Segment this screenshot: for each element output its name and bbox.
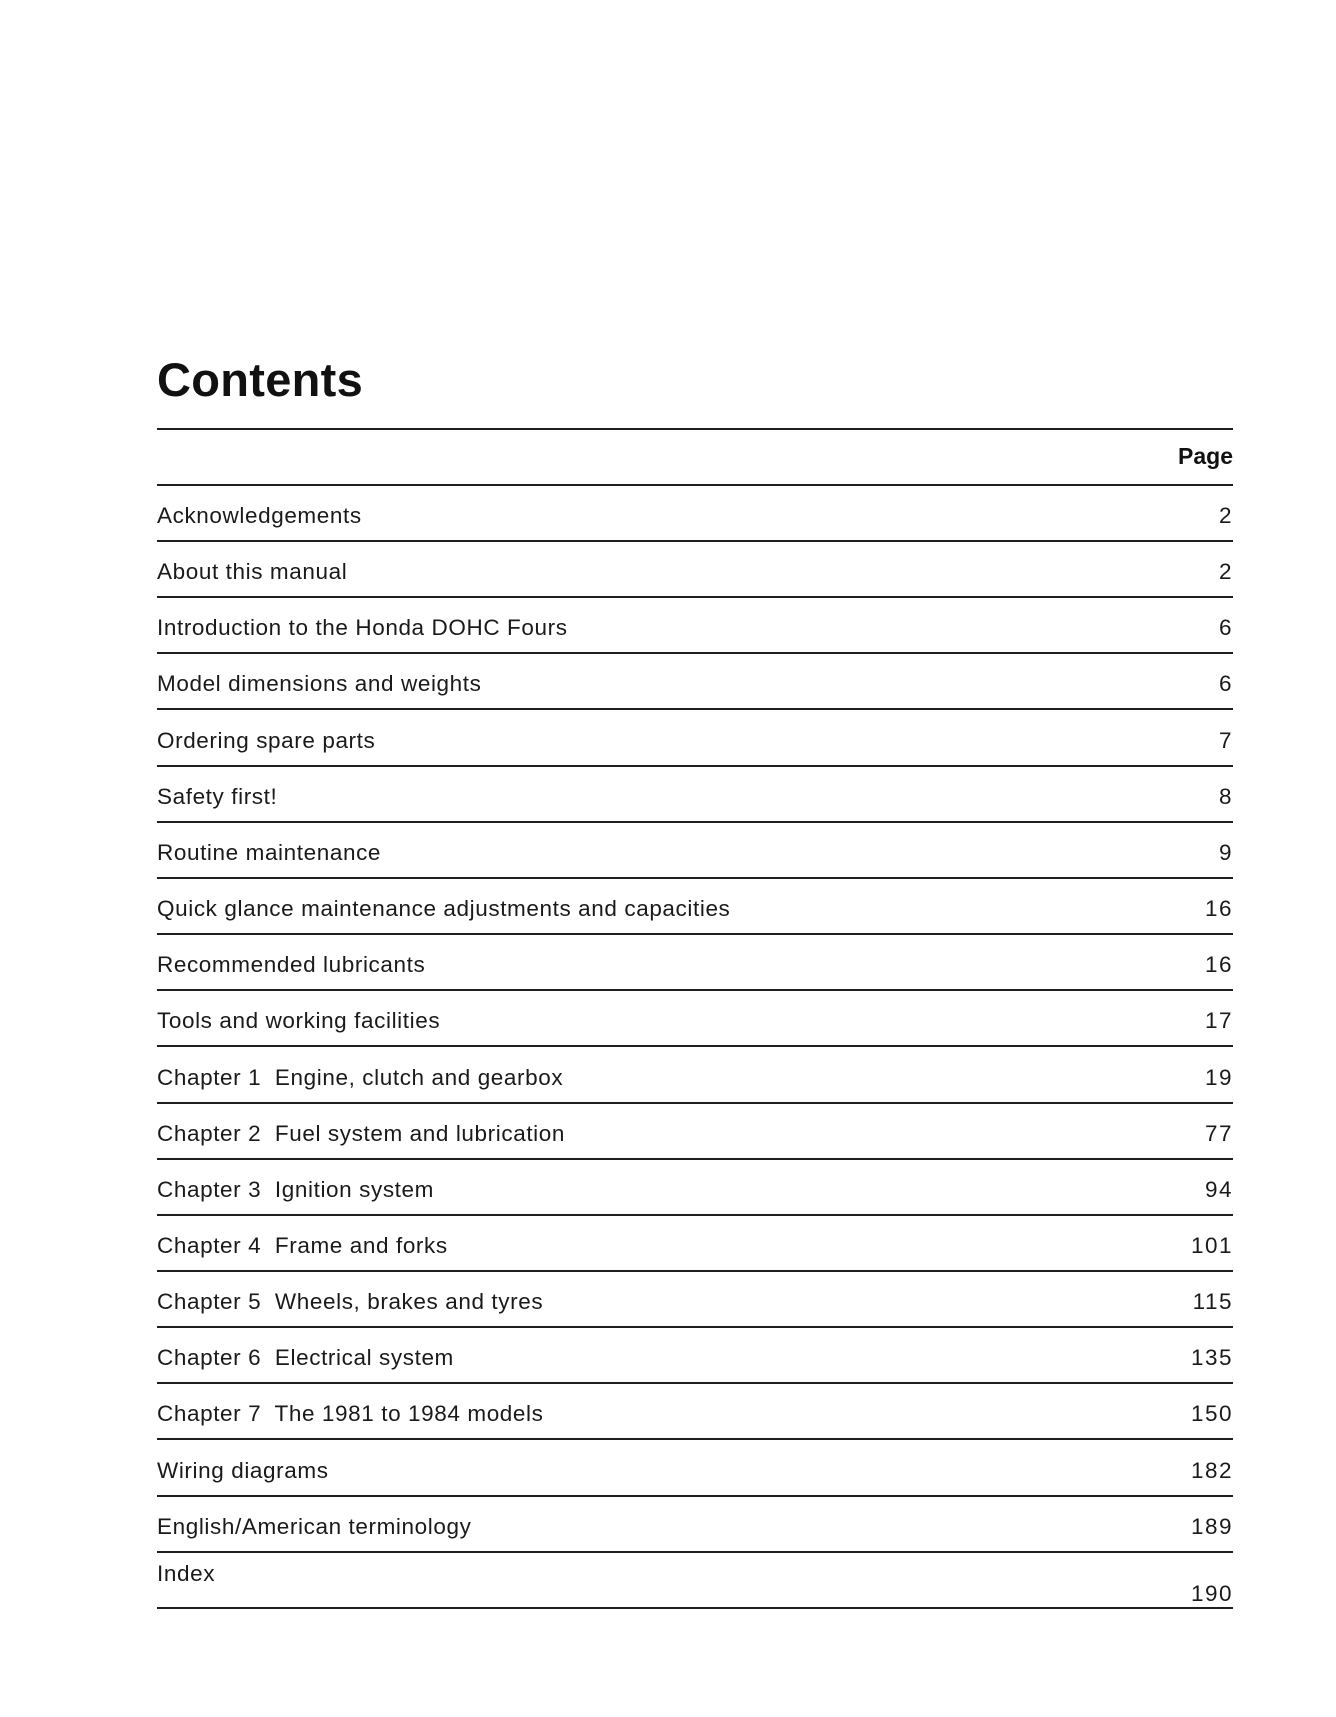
title-rule	[157, 428, 1233, 430]
entry-label: Chapter 2 Fuel system and lubrication	[157, 1120, 565, 1146]
contents-entry	[157, 598, 1233, 654]
entry-label: Recommended lubricants	[157, 952, 426, 978]
entry-page-number: 2	[1218, 559, 1233, 585]
page-column-header: Page	[1178, 443, 1233, 469]
contents-page	[157, 0, 1233, 1717]
page-title: Contents	[157, 353, 364, 406]
entry-page-number: 2	[1218, 503, 1233, 528]
contents-entry	[157, 823, 1233, 879]
entry-label: Index	[157, 1560, 216, 1586]
contents-entry	[157, 654, 1233, 710]
entry-label: Chapter 6 Electrical system	[157, 1345, 454, 1371]
contents-entry	[157, 991, 1233, 1047]
contents-entry	[157, 542, 1233, 598]
entry-page-number: 9	[1218, 839, 1233, 865]
entry-page-number: 150	[1190, 1401, 1233, 1427]
contents-entry	[157, 1497, 1233, 1553]
entry-page-number: 8	[1218, 783, 1233, 809]
entry-label: Safety first!	[157, 783, 278, 809]
entry-label: Chapter 3 Ignition system	[157, 1176, 434, 1202]
entry-label: Tools and working facilities	[157, 1008, 441, 1034]
entry-page-number: 77	[1204, 1120, 1233, 1146]
contents-entry	[157, 767, 1233, 823]
contents-entry	[157, 1048, 1233, 1104]
entry-label: Routine maintenance	[157, 839, 382, 865]
entry-page-number: 115	[1192, 1289, 1233, 1315]
entry-page-number: 16	[1204, 896, 1233, 922]
contents-entry	[157, 1384, 1233, 1440]
entry-label: Chapter 5 Wheels, brakes and tyres	[157, 1289, 544, 1315]
contents-entry	[157, 1216, 1233, 1272]
contents-entry	[157, 1441, 1233, 1497]
contents-entry	[157, 1272, 1233, 1328]
contents-entry	[157, 1160, 1233, 1216]
entry-label: Wiring diagrams	[157, 1457, 329, 1483]
contents-entry	[157, 935, 1233, 991]
entry-label: English/American terminology	[157, 1513, 472, 1539]
entry-page-number: 135	[1190, 1345, 1233, 1371]
contents-entry	[157, 879, 1233, 935]
entry-page-number: 7	[1218, 727, 1233, 753]
entry-page-number: 6	[1218, 615, 1233, 641]
entry-label: Chapter 7 The 1981 to 1984 models	[157, 1401, 544, 1427]
entry-page-number: 16	[1204, 952, 1233, 978]
entry-label: About this manual	[157, 559, 348, 585]
entry-label: Chapter 4 Frame and forks	[157, 1232, 448, 1258]
contents-entry	[157, 1104, 1233, 1160]
contents-entry	[157, 1328, 1233, 1384]
entry-page-number: 94	[1204, 1176, 1233, 1202]
entry-label: Acknowledgements	[157, 503, 362, 528]
entry-page-number: 101	[1190, 1232, 1233, 1258]
entry-page-number: 190	[1190, 1580, 1233, 1606]
entry-label: Quick glance maintenance adjustments and capacities	[157, 896, 731, 922]
entry-page-number: 189	[1190, 1513, 1233, 1539]
entry-page-number: 6	[1218, 671, 1233, 697]
entry-page-number: 182	[1190, 1457, 1233, 1483]
contents-entry	[157, 1553, 1233, 1609]
entry-label: Chapter 1 Engine, clutch and gearbox	[157, 1064, 564, 1090]
contents-entry	[157, 711, 1233, 767]
entry-rule	[157, 1607, 1233, 1609]
entry-label: Model dimensions and weights	[157, 671, 482, 697]
entry-page-number: 19	[1204, 1064, 1233, 1090]
entry-label: Introduction to the Honda DOHC Fours	[157, 615, 568, 641]
contents-entry	[157, 486, 1233, 542]
entry-label: Ordering spare parts	[157, 727, 376, 753]
entry-page-number: 17	[1204, 1008, 1233, 1034]
